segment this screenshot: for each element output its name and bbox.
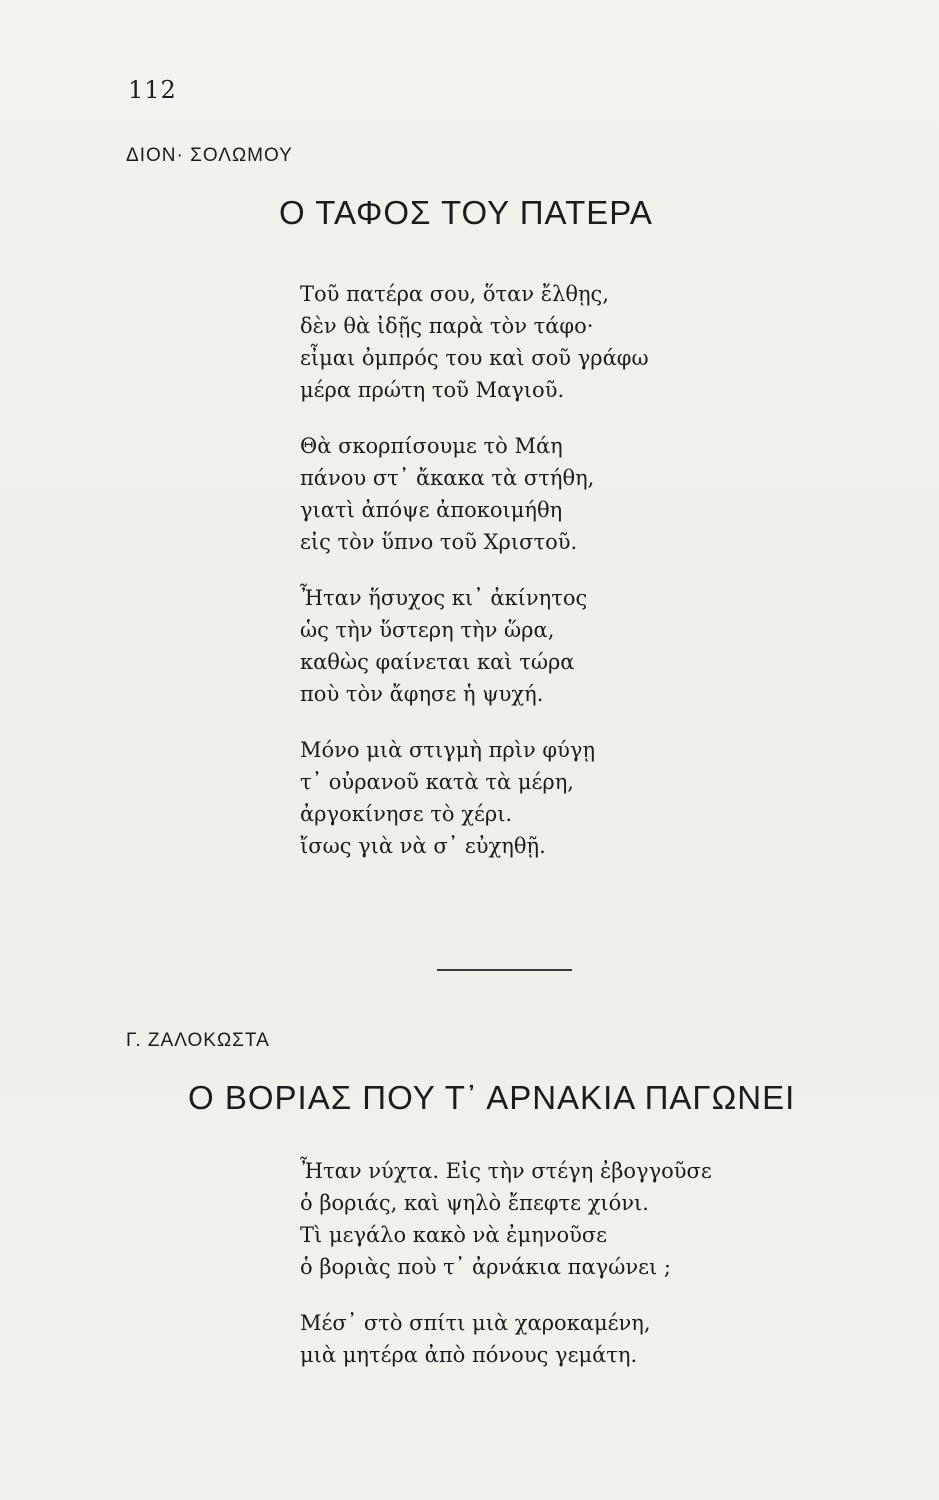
- author-name: Γ. ΖΑΛΟΚΩΣΤΑ: [126, 1030, 270, 1051]
- section-divider: [437, 969, 572, 971]
- verse-line: ὁ βοριάς, καὶ ψηλὸ ἔπεφτε χιόνι.: [300, 1191, 649, 1215]
- verse-line: ἴσως γιὰ νὰ σ᾿ εὐχηθῇ.: [300, 834, 546, 858]
- poem-title: Ο ΤΑΦΟΣ ΤΟΥ ΠΑΤΕΡΑ: [279, 194, 653, 231]
- verse-line: εἰς τὸν ὕπνο τοῦ Χριστοῦ.: [300, 530, 578, 554]
- poem-title: Ο ΒΟΡΙΑΣ ΠΟΥ Τ᾿ ΑΡΝΑΚΙΑ ΠΑΓΩΝΕΙ: [188, 1079, 796, 1116]
- verse-line: μέρα πρώτη τοῦ Μαγιοῦ.: [300, 378, 565, 402]
- stanza: [300, 1155, 712, 1283]
- stanza: [300, 1307, 712, 1371]
- verse-line: Τὶ μεγάλο κακὸ νὰ ἐμηνοῦσε: [300, 1223, 608, 1247]
- poem-body: [300, 1155, 712, 1395]
- verse-line: ποὺ τὸν ἄφησε ἡ ψυχή.: [300, 682, 544, 706]
- verse-line: μιὰ μητέρα ἀπὸ πόνους γεμάτη.: [300, 1343, 638, 1367]
- verse-line: ὡς τὴν ὕστερη τὴν ὥρα,: [300, 618, 555, 642]
- verse-line: πάνου στ᾿ ἄκακα τὰ στήθη,: [300, 466, 595, 490]
- verse-line: Τοῦ πατέρα σου, ὅταν ἔλθῃς,: [300, 282, 609, 306]
- verse-line: Ἦταν ἥσυχος κι᾿ ἀκίνητος: [300, 586, 588, 610]
- verse-line: ὁ βοριὰς ποὺ τ᾿ ἀρνάκια παγώνει ;: [300, 1255, 671, 1279]
- verse-line: καθὼς φαίνεται καὶ τώρα: [300, 650, 575, 674]
- stanza: [300, 582, 649, 710]
- verse-line: Μόνο μιὰ στιγμὴ πρὶν φύγῃ: [300, 738, 596, 762]
- verse-line: Μέσ᾿ στὸ σπίτι μιὰ χαροκαμένη,: [300, 1311, 651, 1335]
- verse-line: ἀργοκίνησε τὸ χέρι.: [300, 802, 513, 826]
- verse-line: γιατὶ ἀπόψε ἀποκοιμήθη: [300, 498, 563, 522]
- author-name: ΔΙΟΝ· ΣΟΛΩΜΟΥ: [126, 145, 293, 166]
- verse-line: Ἦταν νύχτα. Εἰς τὴν στέγη ἐβογγοῦσε: [300, 1159, 712, 1183]
- stanza: [300, 430, 649, 558]
- poem-body: [300, 278, 649, 886]
- stanza: [300, 734, 649, 862]
- verse-line: εἶμαι ὀμπρός του καὶ σοῦ γράφω: [300, 346, 649, 370]
- page-number: 112: [128, 76, 177, 104]
- stanza: [300, 278, 649, 406]
- verse-line: τ᾿ οὐρανοῦ κατὰ τὰ μέρη,: [300, 770, 574, 794]
- verse-line: δὲν θὰ ἰδῇς παρὰ τὸν τάφο·: [300, 314, 594, 338]
- verse-line: Θὰ σκορπίσουμε τὸ Μάη: [300, 434, 563, 458]
